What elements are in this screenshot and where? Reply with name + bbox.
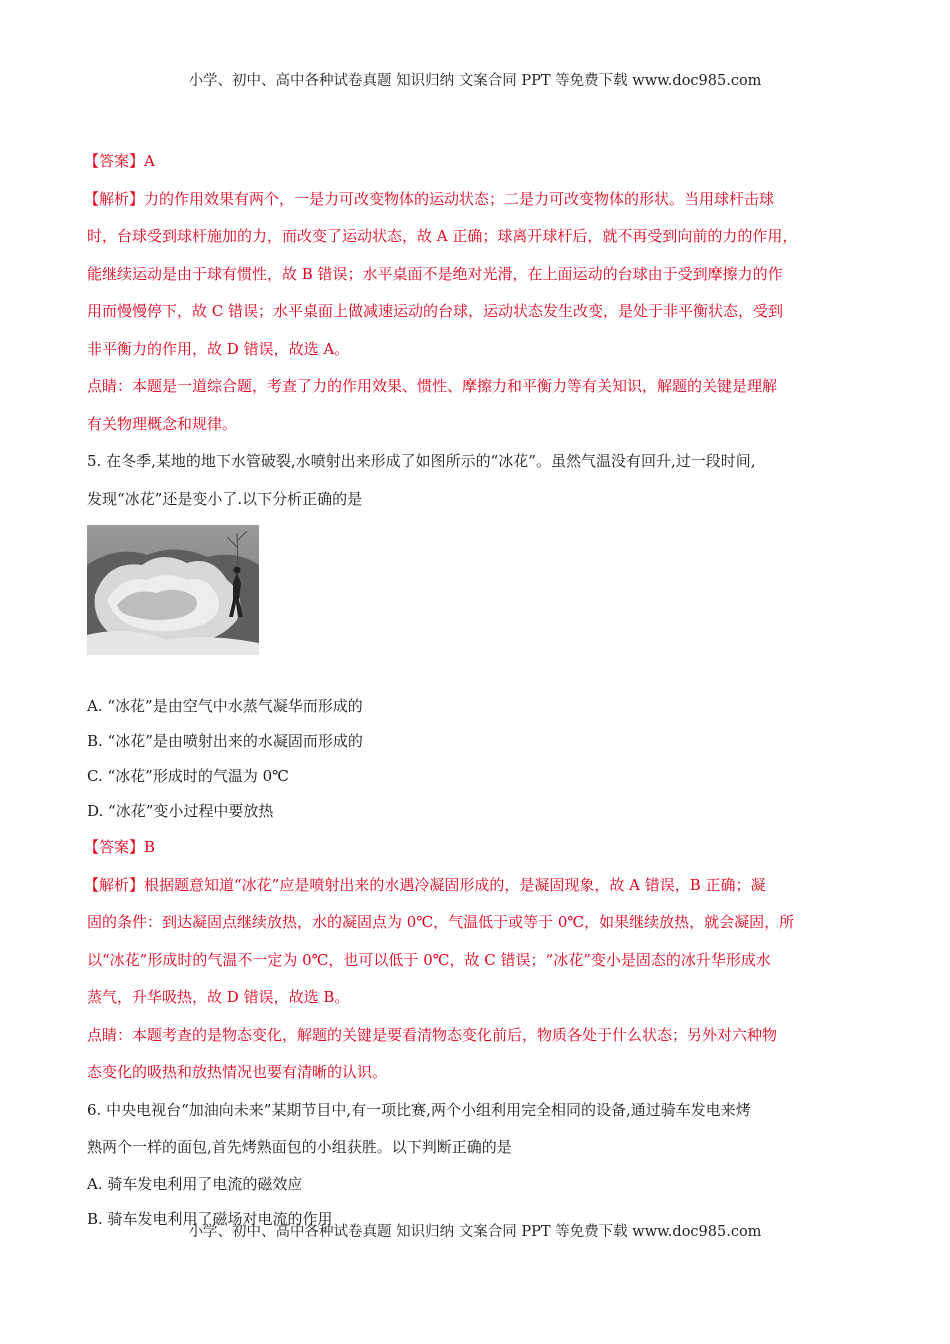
q4-analysis-line: 非平衡力的作用，故 D 错误，故选 A。 — [87, 339, 350, 358]
q4-analysis-line: 能继续运动是由于球有惯性，故 B 错误；水平桌面不是绝对光滑，在上面运动的台球由于受到摩擦力的作 — [87, 264, 783, 283]
ice-flower-photo — [87, 525, 259, 655]
question-5 — [87, 443, 859, 829]
page-content — [84, 143, 859, 1237]
page-footer: 小学、初中、高中各种试卷真题 知识归纳 文案合同 PPT 等免费下载 www.doc985.com — [188, 1224, 762, 1240]
q4-solution — [84, 143, 859, 443]
q4-answer: 【答案】A — [84, 152, 155, 170]
q5-analysis-line: 以“冰花”形成时的气温不一定为 0℃，也可以低于 0℃，故 C 错误；“冰花”变小是固态的冰升华形成水 — [87, 950, 771, 969]
q5-answer: 【答案】B — [84, 838, 156, 856]
q5-analysis-line: 【解析】根据题意知道“冰花”应是喷射出来的水遇冷凝固形成的，是凝固现象，故 A 错误，B 正确；凝 — [84, 875, 766, 894]
q5-stem-line: 5. 在冬季,某地的地下水管破裂,水喷射出来形成了如图所示的“冰花”。虽然气温没有回升,过一段时间, — [87, 452, 756, 470]
q5-stem-line: 发现“冰花”还是变小了.以下分析正确的是 — [87, 489, 363, 508]
q5-analysis-line: 蒸气，升华吸热，故 D 错误，故选 B。 — [87, 988, 350, 1006]
q4-analysis-line: 【解析】力的作用效果有两个，一是力可改变物体的运动状态；二是力可改变物体的形状。当用球杆击球 — [84, 189, 775, 208]
q5-comment-line: 态变化的吸热和放热情况也要有清晰的认识。 — [87, 1063, 388, 1081]
q4-analysis-line: 时，台球受到球杆施加的力，而改变了运动状态，故 A 正确；球离开球杆后，就不再受到向前的力的作用， — [87, 227, 798, 245]
q5-option-c: C. “冰花”形成时的气温为 0℃ — [87, 767, 289, 785]
q5-solution — [84, 829, 859, 1092]
q5-option-a: A. “冰花”是由空气中水蒸气凝华而形成的 — [87, 697, 363, 715]
q6-stem-line: 6. 中央电视台“加油向未来”某期节目中,有一项比赛,两个小组利用完全相同的设备,通过骑车发电来烤 — [87, 1100, 751, 1119]
q5-comment-line: 点睛：本题考查的是物态变化，解题的关键是要看清物态变化前后，物质各处于什么状态；另外对六种物 — [87, 1025, 778, 1044]
q5-option-b: B. “冰花”是由喷射出来的水凝固而形成的 — [87, 732, 363, 750]
q4-comment-line: 点睛：本题是一道综合题，考查了力的作用效果、惯性、摩擦力和平衡力等有关知识，解题的关键是理解 — [87, 377, 778, 395]
q6-option-b: B. 骑车发电利用了磁场对电流的作用 — [87, 1209, 333, 1228]
q5-option-d: D. “冰花”变小过程中要放热 — [87, 802, 274, 820]
question-6 — [87, 1092, 859, 1237]
ice-flower-photo-image — [87, 525, 259, 655]
q5-analysis-line: 固的条件：到达凝固点继续放热，水的凝固点为 0℃，气温低于或等于 0℃，如果继续放热，就会凝固，所 — [87, 913, 795, 931]
q6-option-a: A. 骑车发电利用了电流的磁效应 — [87, 1174, 303, 1193]
q6-stem-line: 熟两个一样的面包,首先烤熟面包的小组获胜。以下判断正确的是 — [87, 1138, 512, 1156]
q4-analysis-line: 用而慢慢停下，故 C 错误；水平桌面上做减速运动的台球，运动状态发生改变，是处于非平衡状态，受到 — [87, 302, 784, 320]
q4-comment-line: 有关物理概念和规律。 — [87, 414, 238, 433]
page-header: 小学、初中、高中各种试卷真题 知识归纳 文案合同 PPT 等免费下载 www.doc985.com — [188, 73, 762, 89]
